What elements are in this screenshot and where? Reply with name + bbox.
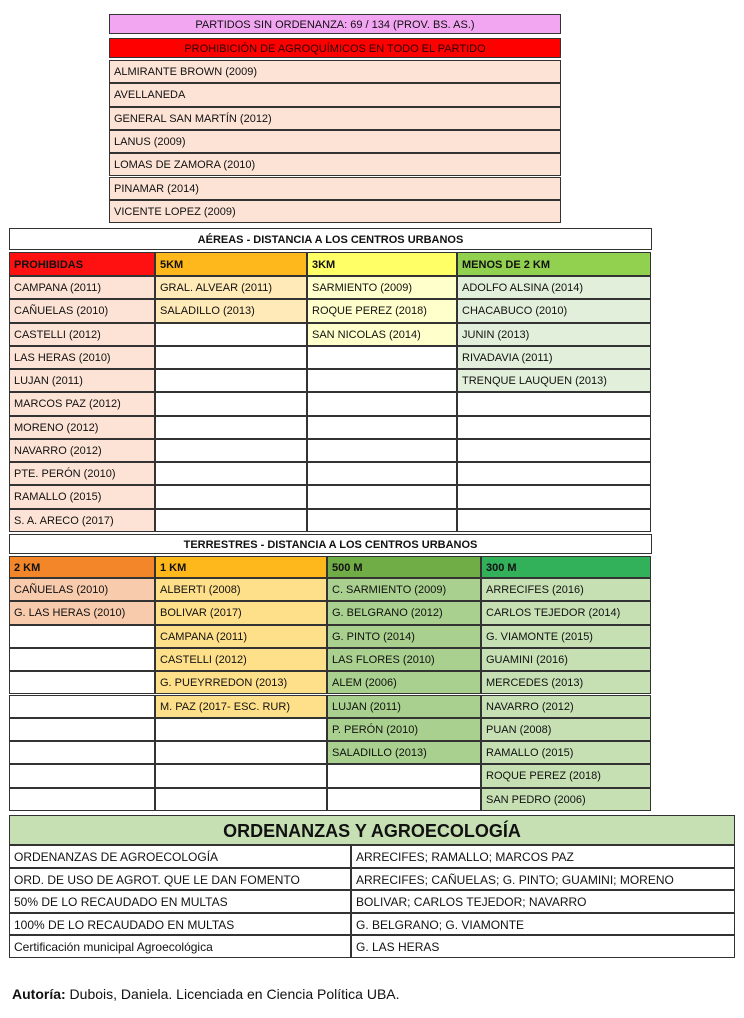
aereas-cell	[307, 509, 457, 532]
aereas-cell: CASTELLI (2012)	[9, 323, 155, 346]
aereas-cell: SARMIENTO (2009)	[307, 276, 457, 299]
terrestres-cell	[9, 764, 155, 787]
aereas-cell: SALADILLO (2013)	[155, 299, 307, 322]
terrestres-cell	[155, 741, 327, 764]
agroecologia-value: ARRECIFES; CAÑUELAS; G. PINTO; GUAMINI; MORENO	[351, 868, 735, 891]
terrestres-cell: NAVARRO (2012)	[481, 695, 651, 718]
aereas-cell: CAÑUELAS (2010)	[9, 299, 155, 322]
terrestres-header-2: 500 M	[327, 556, 481, 578]
aereas-cell: CHACABUCO (2010)	[457, 299, 651, 322]
aereas-cell	[155, 323, 307, 346]
terrestres-header-1: 1 KM	[155, 556, 327, 578]
aereas-cell	[155, 509, 307, 532]
terrestres-cell: ARRECIFES (2016)	[481, 578, 651, 601]
agroecologia-label: 100% DE LO RECAUDADO EN MULTAS	[9, 913, 351, 936]
terrestres-cell	[9, 788, 155, 811]
prohibition-title: PROHIBICIÓN DE AGROQUÍMICOS EN TODO EL PARTIDO	[109, 38, 561, 58]
terrestres-cell	[9, 741, 155, 764]
aereas-cell	[307, 392, 457, 415]
prohibition-item: LANUS (2009)	[109, 130, 561, 153]
aereas-cell: GRAL. ALVEAR (2011)	[155, 276, 307, 299]
terrestres-cell: BOLIVAR (2017)	[155, 601, 327, 624]
aereas-cell	[155, 416, 307, 439]
aereas-cell	[457, 392, 651, 415]
agroecologia-value: ARRECIFES; RAMALLO; MARCOS PAZ	[351, 845, 735, 868]
aereas-cell: RIVADAVIA (2011)	[457, 346, 651, 369]
terrestres-cell: LUJAN (2011)	[327, 695, 481, 718]
aereas-cell	[457, 462, 651, 485]
aereas-cell: ADOLFO ALSINA (2014)	[457, 276, 651, 299]
terrestres-header-0: 2 KM	[9, 556, 155, 578]
aereas-cell	[307, 462, 457, 485]
terrestres-cell: P. PERÓN (2010)	[327, 718, 481, 741]
terrestres-cell: G. LAS HERAS (2010)	[9, 601, 155, 624]
prohibition-item: LOMAS DE ZAMORA (2010)	[109, 153, 561, 176]
aereas-cell: MARCOS PAZ (2012)	[9, 392, 155, 415]
terrestres-cell: G. PUEYRREDON (2013)	[155, 671, 327, 694]
aereas-cell: SAN NICOLAS (2014)	[307, 323, 457, 346]
terrestres-cell: ALBERTI (2008)	[155, 578, 327, 601]
author-text: Dubois, Daniela. Licenciada en Ciencia Política UBA.	[65, 986, 400, 1002]
terrestres-cell: ROQUE PEREZ (2018)	[481, 764, 651, 787]
terrestres-cell	[327, 788, 481, 811]
agroecologia-label: ORDENANZAS DE AGROECOLOGÍA	[9, 845, 351, 868]
aereas-cell: NAVARRO (2012)	[9, 439, 155, 462]
aereas-cell	[307, 439, 457, 462]
terrestres-cell	[9, 625, 155, 648]
terrestres-cell	[9, 648, 155, 671]
terrestres-cell: C. SARMIENTO (2009)	[327, 578, 481, 601]
agroecologia-value: BOLIVAR; CARLOS TEJEDOR; NAVARRO	[351, 890, 735, 913]
terrestres-cell: RAMALLO (2015)	[481, 741, 651, 764]
terrestres-cell: G. PINTO (2014)	[327, 625, 481, 648]
terrestres-cell: G. BELGRANO (2012)	[327, 601, 481, 624]
aereas-cell: JUNIN (2013)	[457, 323, 651, 346]
terrestres-cell	[9, 671, 155, 694]
agroecologia-label: 50% DE LO RECAUDADO EN MULTAS	[9, 890, 351, 913]
terrestres-cell: SAN PEDRO (2006)	[481, 788, 651, 811]
aereas-cell: LUJAN (2011)	[9, 369, 155, 392]
aereas-cell: LAS HERAS (2010)	[9, 346, 155, 369]
prohibition-item: VICENTE LOPEZ (2009)	[109, 200, 561, 223]
prohibition-item: ALMIRANTE BROWN (2009)	[109, 60, 561, 83]
agroecologia-label: ORD. DE USO DE AGROT. QUE LE DAN FOMENTO	[9, 868, 351, 891]
agroecologia-label: Certificación municipal Agroecológica	[9, 935, 351, 958]
aereas-cell	[457, 509, 651, 532]
terrestres-cell: GUAMINI (2016)	[481, 648, 651, 671]
terrestres-cell: ALEM (2006)	[327, 671, 481, 694]
aereas-cell	[457, 485, 651, 508]
terrestres-cell: M. PAZ (2017- ESC. RUR)	[155, 695, 327, 718]
aereas-cell: S. A. ARECO (2017)	[9, 509, 155, 532]
terrestres-cell: G. VIAMONTE (2015)	[481, 625, 651, 648]
aereas-cell	[155, 485, 307, 508]
aereas-cell: CAMPANA (2011)	[9, 276, 155, 299]
aereas-header-3: MENOS DE 2 KM	[457, 252, 651, 276]
terrestres-cell: LAS FLORES (2010)	[327, 648, 481, 671]
aereas-cell	[155, 439, 307, 462]
terrestres-title: TERRESTRES - DISTANCIA A LOS CENTROS URBANOS	[9, 534, 652, 554]
aereas-cell	[457, 416, 651, 439]
aereas-cell	[457, 439, 651, 462]
aereas-cell: MORENO (2012)	[9, 416, 155, 439]
prohibition-item: AVELLANEDA	[109, 83, 561, 106]
author-label: Autoría:	[12, 986, 66, 1002]
terrestres-cell	[155, 764, 327, 787]
terrestres-header-3: 300 M	[481, 556, 651, 578]
terrestres-cell	[9, 718, 155, 741]
terrestres-cell: SALADILLO (2013)	[327, 741, 481, 764]
aereas-cell	[307, 369, 457, 392]
agroecologia-value: G. LAS HERAS	[351, 935, 735, 958]
prohibition-item: GENERAL SAN MARTÍN (2012)	[109, 107, 561, 130]
terrestres-cell: CASTELLI (2012)	[155, 648, 327, 671]
terrestres-cell: PUAN (2008)	[481, 718, 651, 741]
aereas-title: AÉREAS - DISTANCIA A LOS CENTROS URBANOS	[9, 228, 652, 250]
aereas-cell	[307, 485, 457, 508]
summary-title: PARTIDOS SIN ORDENANZA: 69 / 134 (PROV. BS. AS.)	[109, 14, 561, 34]
terrestres-cell	[9, 695, 155, 718]
aereas-cell: TRENQUE LAUQUEN (2013)	[457, 369, 651, 392]
terrestres-cell: CAMPANA (2011)	[155, 625, 327, 648]
terrestres-cell	[155, 788, 327, 811]
author-credit	[12, 986, 400, 1002]
prohibition-item: PINAMAR (2014)	[109, 177, 561, 200]
aereas-cell	[155, 346, 307, 369]
agroecologia-title: ORDENANZAS Y AGROECOLOGÍA	[9, 815, 735, 845]
terrestres-cell	[327, 764, 481, 787]
aereas-cell: RAMALLO (2015)	[9, 485, 155, 508]
aereas-header-2: 3KM	[307, 252, 457, 276]
aereas-cell	[155, 392, 307, 415]
agroecologia-value: G. BELGRANO; G. VIAMONTE	[351, 913, 735, 936]
terrestres-cell: MERCEDES (2013)	[481, 671, 651, 694]
aereas-cell	[155, 369, 307, 392]
aereas-cell	[307, 346, 457, 369]
terrestres-cell	[155, 718, 327, 741]
terrestres-cell: CAÑUELAS (2010)	[9, 578, 155, 601]
aereas-cell: ROQUE PEREZ (2018)	[307, 299, 457, 322]
aereas-header-1: 5KM	[155, 252, 307, 276]
aereas-cell	[155, 462, 307, 485]
aereas-cell: PTE. PERÓN (2010)	[9, 462, 155, 485]
aereas-header-0: PROHIBIDAS	[9, 252, 155, 276]
aereas-cell	[307, 416, 457, 439]
terrestres-cell: CARLOS TEJEDOR (2014)	[481, 601, 651, 624]
